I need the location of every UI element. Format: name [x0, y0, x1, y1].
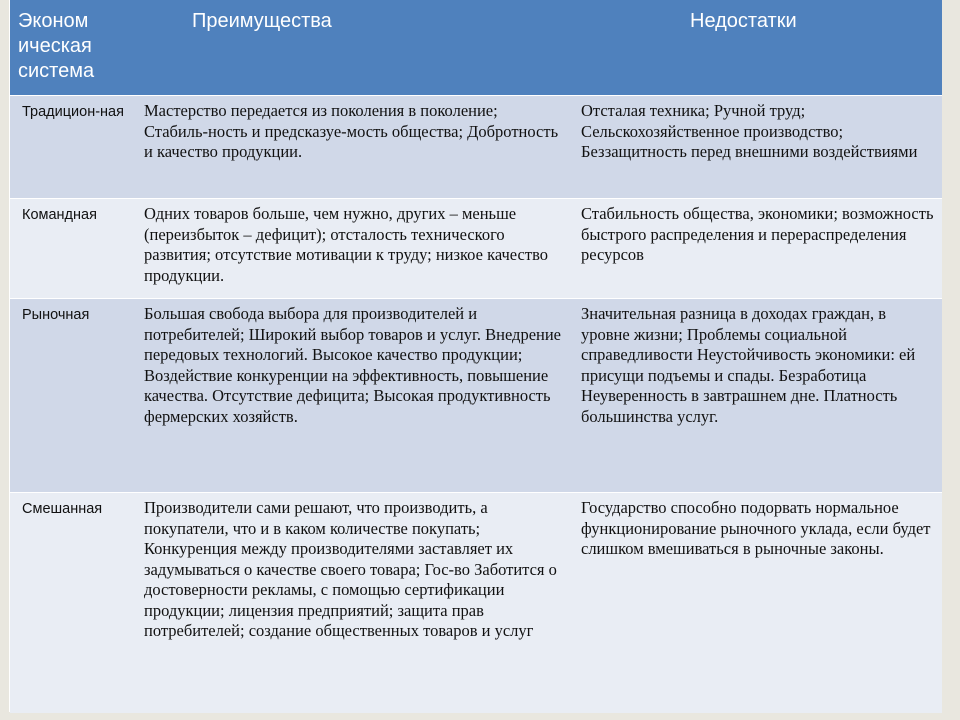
table-row — [10, 95, 942, 199]
table-row — [10, 492, 942, 713]
system-name: Смешанная — [22, 501, 103, 517]
table-row — [10, 198, 942, 299]
system-name: Командная — [22, 207, 97, 223]
disadvantages-cell: Значительная разница в доходах граждан, в уровне жизни; Проблемы социальной справедливости Неустойчивость экономики: ей присущи подъемы и спады. Безработица Неуверенность в завтрашнем дне. Платность большинства услуг. — [581, 304, 916, 426]
advantages-cell: Производители сами решают, что производить, а покупатели, что и в каком количестве покупать; Конкуренция между производителями заставляет их задумываться о качестве своего товара; Гос-во Заботится о достоверности рекламы, с помощью сертификации продукции; лицензия предприятий; защита прав потребителей; создание общественных товаров и услуг — [144, 498, 557, 640]
economic-systems-table — [9, 0, 942, 712]
header-disadvantages: Недостатки — [690, 10, 797, 32]
system-name: Рыночная — [22, 307, 90, 323]
table-row — [10, 298, 942, 493]
advantages-cell: Большая свобода выбора для производителей и потребителей; Широкий выбор товаров и услуг. Внедрение передовых технологий. Высокое качество продукции; Воздействие конкуренции на эффективность, повышение качества. Отсутствие дефицита; Высокая продуктивность фермерских хозяйств. — [144, 304, 561, 426]
system-name: Традицион-ная — [22, 104, 124, 120]
disadvantages-cell: Стабильность общества, экономики; возможность быстрого распределения и перераспределения ресурсов — [581, 204, 934, 264]
table-header-row — [10, 0, 942, 95]
advantages-cell: Мастерство передается из поколения в поколение; Стабиль-ность и предсказуе-мость общества; Добротность и качество продукции. — [144, 101, 559, 161]
header-system: Эконом ическая система — [18, 10, 95, 82]
header-advantages: Преимущества — [192, 10, 332, 32]
disadvantages-cell: Государство способно подорвать нормальное функционирование рыночного уклада, если будет слишком вмешиваться в рыночные законы. — [581, 498, 931, 558]
disadvantages-cell: Отсталая техника; Ручной труд; Сельскохозяйственное производство; Беззащитность перед внешними воздействиями — [581, 101, 918, 161]
advantages-cell: Одних товаров больше, чем нужно, других – меньше (переизбыток – дефицит); отсталость технического развития; отсутствие мотивации к труду; низкое качество продукции. — [144, 204, 549, 285]
